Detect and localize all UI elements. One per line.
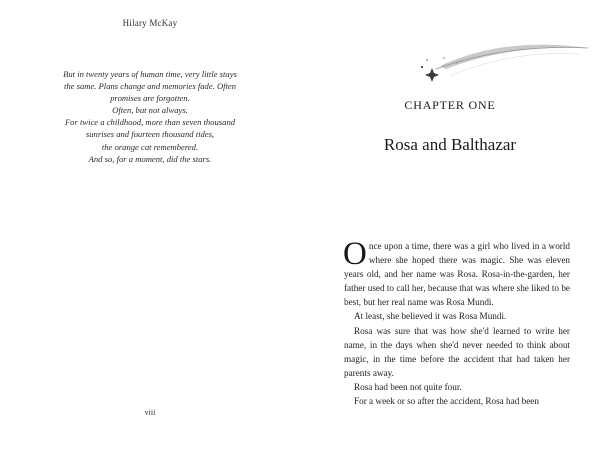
paragraph: At least, she believed it was Rosa Mundi. xyxy=(354,311,507,322)
shooting-star-icon xyxy=(410,36,590,96)
epigraph-line: promises are forgotten. xyxy=(110,93,190,104)
epigraph-line: But in twenty years of human time, very little stays xyxy=(63,69,237,79)
epigraph-line: For twice a childhood, more than seven thousand xyxy=(64,117,236,128)
epigraph-line: the same. Plans change and memories fade. Often xyxy=(63,81,237,92)
paragraph: Rosa was sure that was how she'd learned to write her name, in the days when she'd never needed to think about magic, in the time before the accident that had taken her parents away. xyxy=(344,325,570,378)
epigraph xyxy=(40,68,260,165)
drop-cap: O xyxy=(343,236,367,272)
paragraph xyxy=(343,236,570,309)
epigraph-line: And so, for a moment, did the stars. xyxy=(88,153,212,164)
paragraph: For a week or so after the accident, Rosa had been xyxy=(354,396,539,407)
epigraph-line: the orange cat remembered. xyxy=(101,141,199,152)
page-number: viii xyxy=(144,408,156,417)
body-text xyxy=(343,236,570,408)
epigraph-line: sunrises and fourteen thousand tides, xyxy=(85,129,215,140)
right-page xyxy=(300,0,600,453)
chapter-label: CHAPTER ONE xyxy=(404,98,496,112)
paragraph-text: nce upon a time, there was a girl who lived in a world where she hoped there was magic. She was eleven years old, and her name was Rosa. Rosa-in-the-garden, her father used to call her, because that was where she liked to be best, but her real name was Rosa Mundi. xyxy=(344,241,570,308)
running-head: Hilary McKay xyxy=(122,18,178,28)
chapter-title: Rosa and Balthazar xyxy=(383,135,517,154)
epigraph-line: Often, but not always. xyxy=(112,105,188,116)
paragraph: Rosa had been not quite four. xyxy=(354,381,462,392)
